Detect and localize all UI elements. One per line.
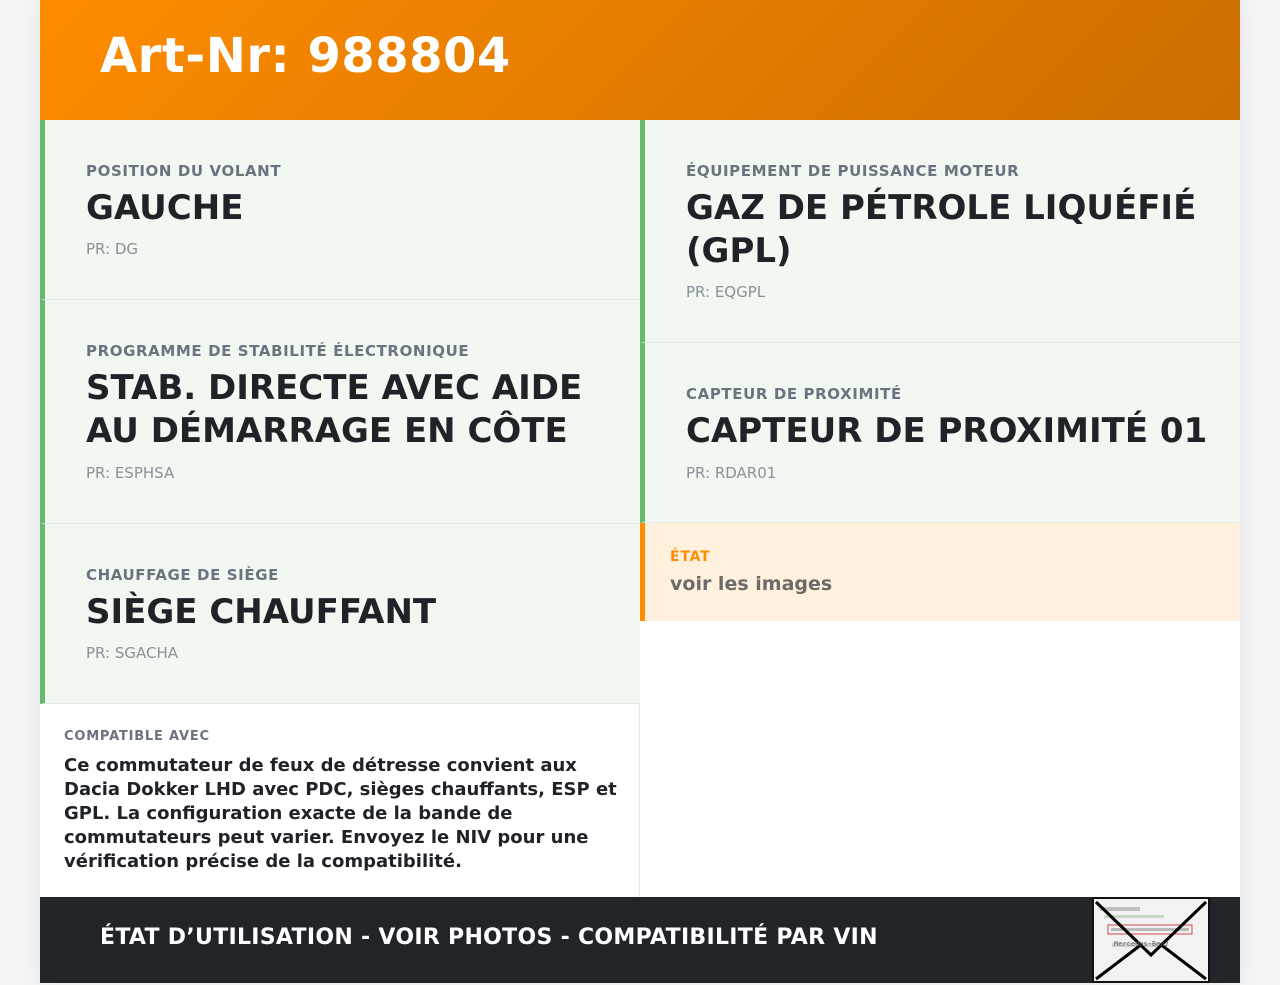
spec-pr-code: PR: EQGPL [686,283,766,301]
spec-card-engine-power [640,120,1240,343]
vin-photo-thumbnail[interactable] [1092,897,1210,983]
spec-pr-code: PR: SGACHA [86,644,178,662]
spec-label: CAPTEUR DE PROXIMITÉ [686,385,902,403]
spec-pr-code: PR: ESPHSA [86,464,175,482]
compatibility-label: COMPATIBLE AVEC [64,729,210,744]
spec-value: STAB. DIRECTE AVEC AIDE AU DÉMARRAGE EN CÔTE [86,368,583,451]
spec-value: CAPTEUR DE PROXIMITÉ 01 [686,411,1208,451]
mail-envelope-icon [1094,899,1208,981]
compatibility-section [40,704,640,897]
compatibility-text: Ce commutateur de feux de détresse convient aux Dacia Dokker LHD avec PDC, sièges chauffants, ESP et GPL. La configuration exacte de la bande de commutateurs peut varier. Envoyez le NIV pour une vérification précise de la compatibilité. [64,755,617,872]
spec-value: GAZ DE PÉTROLE LIQUÉFIÉ (GPL) [686,188,1197,271]
spec-pr-code: PR: RDAR01 [686,464,777,482]
svg-text:Mercedes-Benz: Mercedes-Benz [1114,940,1169,948]
spec-card-seat-heating [40,524,640,704]
condition-label: ÉTAT [670,549,711,565]
spec-pr-code: PR: DG [86,240,139,258]
condition-card [640,523,1240,621]
footer-bar [40,897,1240,983]
header-bar [40,0,1240,120]
spec-card-proximity-sensor [640,343,1240,523]
spec-card-esp [40,300,640,524]
spec-label: POSITION DU VOLANT [86,162,282,180]
spec-value: SIÈGE CHAUFFANT [86,592,437,632]
article-number-title: Art-Nr: 988804 [100,28,511,84]
spec-label: ÉQUIPEMENT DE PUISSANCE MOTEUR [686,162,1020,180]
spec-card-steering [40,120,640,300]
product-sheet [40,0,1240,983]
spec-value: GAUCHE [86,188,244,228]
spec-label: PROGRAMME DE STABILITÉ ÉLECTRONIQUE [86,342,470,360]
footer-text: ÉTAT D’UTILISATION - VOIR PHOTOS - COMPATIBILITÉ PAR VIN [100,925,878,950]
spec-label: CHAUFFAGE DE SIÈGE [86,566,279,584]
condition-value: voir les images [670,573,833,595]
